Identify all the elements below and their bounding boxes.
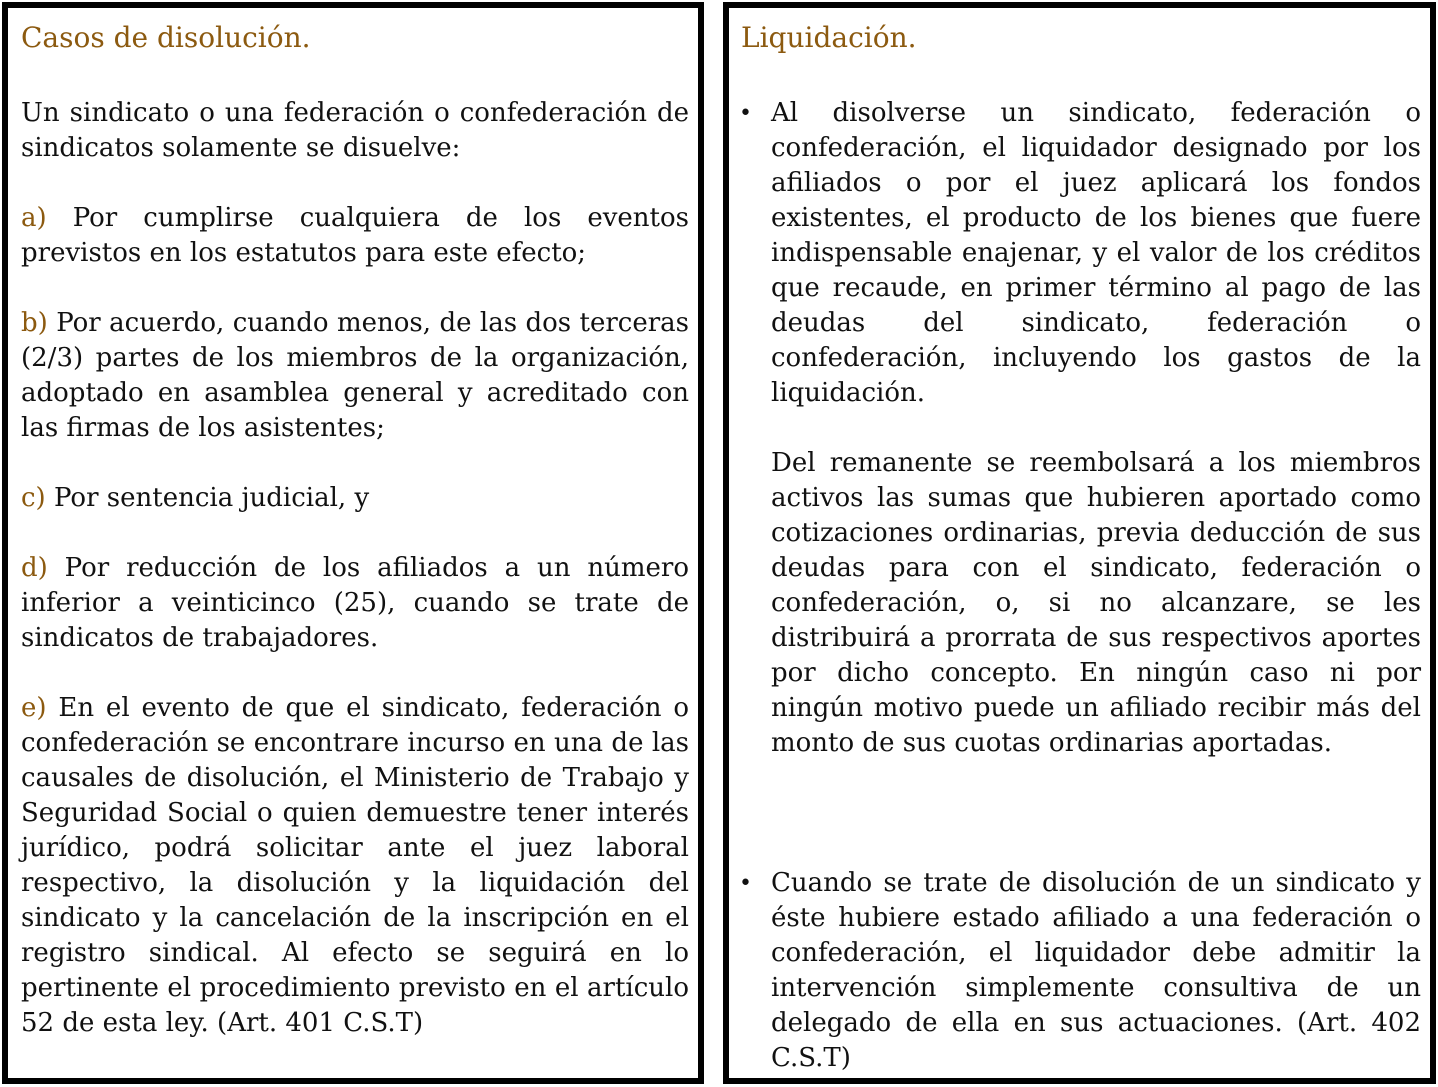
dissolution-heading: Casos de disolución. xyxy=(21,21,311,54)
item-letter: b) xyxy=(21,308,48,338)
dissolution-panel xyxy=(2,2,704,1084)
dissolution-item-d: d) Por reducción de los afiliados a un número inferior a veinticinco (25), cuando se trate de sindicatos de trabajadores. xyxy=(21,553,689,653)
liquidation-paragraph-3: Cuando se trate de disolución de un sindicato y éste hubiere estado afiliado a una federación o confederación, el liquidador debe admitir la intervención simplemente consultiva de un delegado de ella en sus actuaciones. (Art. 402 C.S.T) xyxy=(771,868,1421,1073)
dissolution-item-e: e) En el evento de que el sindicato, federación o confederación se encontrare incurso en una de las causales de disolución, el Ministerio de Trabajo y Seguridad Social o quien demuestre tener interés jurídico, podrá solicitar ante el juez laboral respectivo, la disolución y la liquidación del sindicato y la cancelación de la inscripción en el registro sindical. Al efecto se seguirá en lo pertinente el procedimiento previsto en el artículo 52 de esta ley. (Art. 401 C.S.T) xyxy=(21,693,689,1038)
item-letter: d) xyxy=(21,553,48,583)
liquidation-heading: Liquidación. xyxy=(741,21,917,54)
bullet-icon: • xyxy=(739,101,752,126)
bullet-icon: • xyxy=(739,871,752,896)
dissolution-item-b: b) Por acuerdo, cuando menos, de las dos terceras (2/3) partes de los miembros de la organización, adoptado en asamblea general y acreditado con las firmas de los asistentes; xyxy=(21,308,689,443)
liquidation-paragraph-2: Del remanente se reembolsará a los miembros activos las sumas que hubieren aportado como cotizaciones ordinarias, previa deducción de sus deudas para con el sindicato, federación o confederación, o, si no alcanzare, se les distribuirá a prorrata de sus respectivos aportes por dicho concepto. En ningún caso ni por ningún motivo puede un afiliado recibir más del monto de sus cuotas ordinarias aportadas. xyxy=(771,448,1421,758)
dissolution-item-a: a) Por cumplirse cualquiera de los eventos previstos en los estatutos para este efecto; xyxy=(21,203,689,268)
item-letter: e) xyxy=(21,693,47,723)
liquidation-paragraph-1: Al disolverse un sindicato, federación o confederación, el liquidador designado por los afiliados o por el juez aplicará los fondos existentes, el producto de los bienes que fuere indispensable enajenar, y el valor de los créditos que recaude, en primer término al pago de las deudas del sindicato, federación o confederación, incluyendo los gastos de la liquidación. xyxy=(771,98,1421,408)
liquidation-panel xyxy=(723,2,1436,1084)
dissolution-item-c: c) Por sentencia judicial, y xyxy=(21,483,370,513)
item-letter: a) xyxy=(21,203,47,233)
dissolution-intro: Un sindicato o una federación o confederación de sindicatos solamente se disuelve: xyxy=(21,98,689,163)
item-letter: c) xyxy=(21,483,46,513)
